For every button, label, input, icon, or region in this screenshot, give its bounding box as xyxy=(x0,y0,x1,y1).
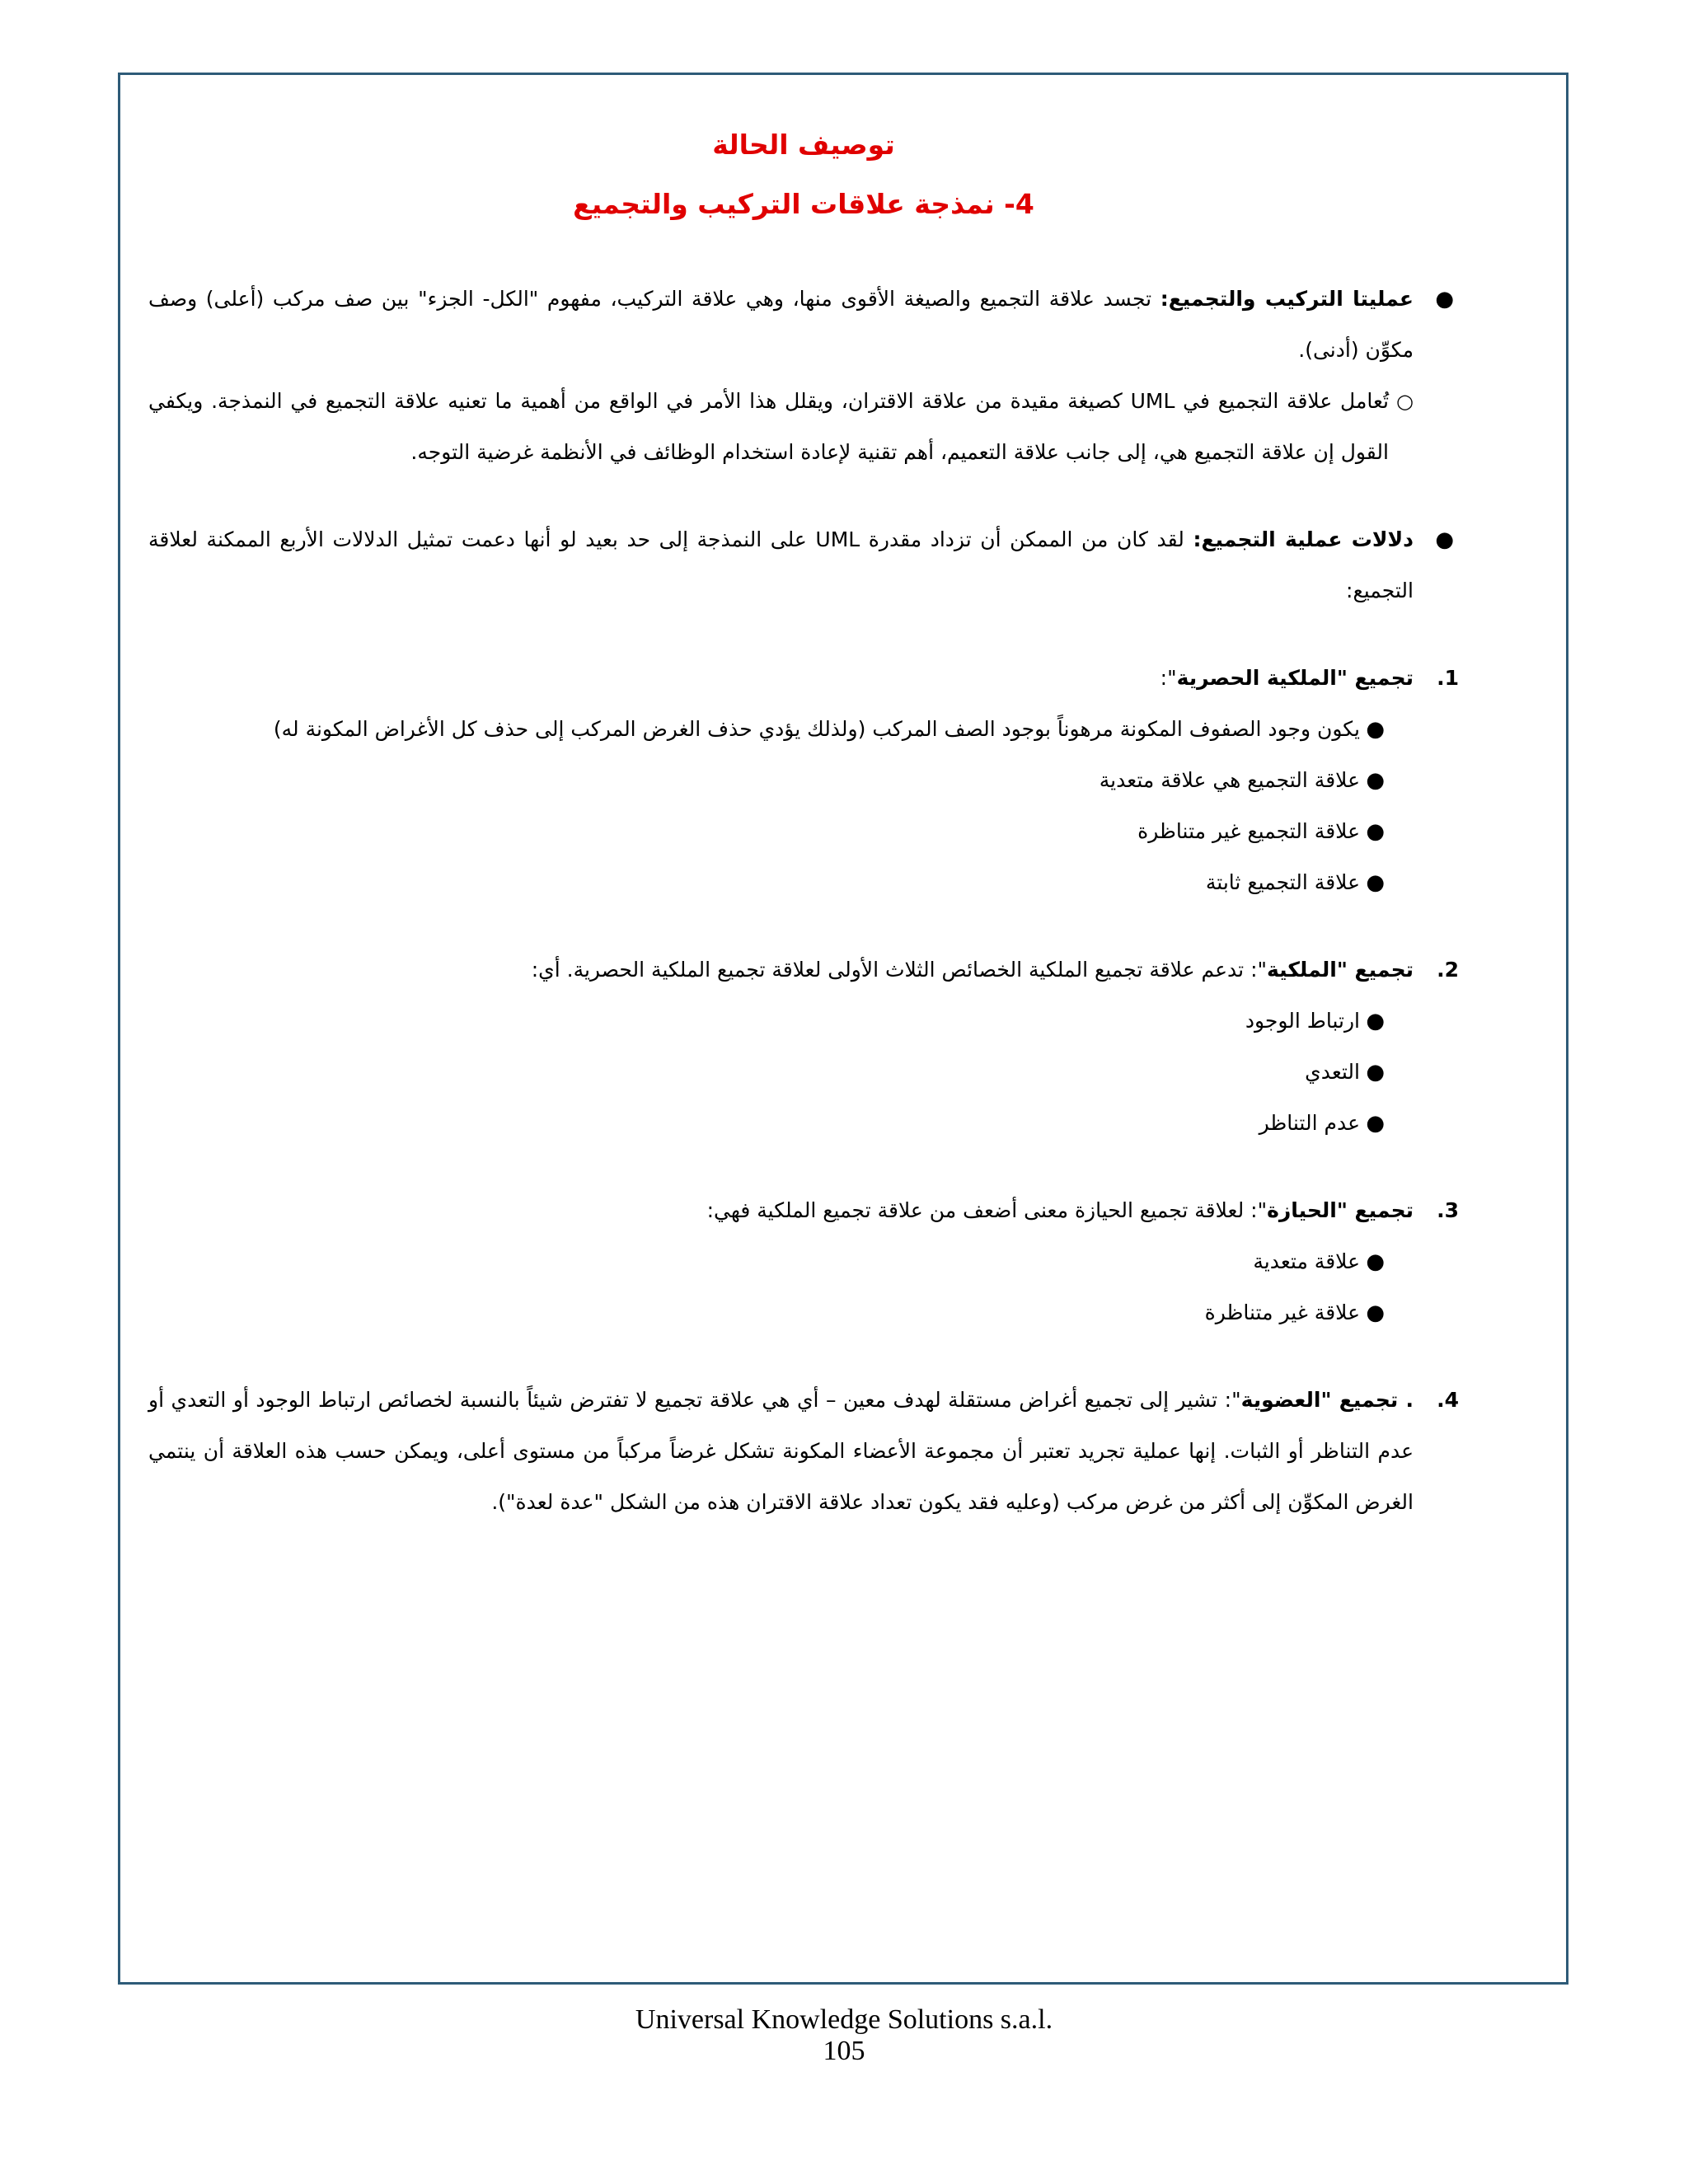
item-label xyxy=(1267,958,1414,982)
sub-paragraph-text: تُعامل علاقة التجميع في UML كصيغة مقيدة من علاقة الاقتران، ويقلل هذا الأمر في الواقع من أهمية ما تعنيه علاقة التجميع في النمذجة. ويكفي القول إن علاقة التجميع هي، إلى جانب علاقة التعميم، أهم تقنية لإعادة استخدام الوظائف في الأنظمة غرضية التوجه. xyxy=(148,389,1389,464)
list-item xyxy=(148,755,1459,806)
bullet-icon: ● xyxy=(1366,1060,1385,1085)
list-item xyxy=(148,704,1459,755)
bullet-icon: ● xyxy=(1366,717,1385,742)
footer-company: Universal Knowledge Solutions s.a.l. xyxy=(635,2004,1053,2035)
item-label-bold: الملكية xyxy=(1266,958,1337,982)
list-item-text: التعدي xyxy=(1305,1060,1360,1084)
bullet-composition-aggregation xyxy=(148,274,1459,376)
list-item xyxy=(148,1236,1459,1287)
item-label xyxy=(1241,1388,1414,1412)
bullet-icon: ● xyxy=(1366,768,1385,793)
bullet-aggregation-semantics xyxy=(148,514,1459,616)
item-label-suffix: ": xyxy=(1250,1198,1268,1222)
aggregation-type-item xyxy=(148,1185,1459,1236)
list-item-text: عدم التناظر xyxy=(1259,1111,1360,1135)
sub-bullet-uml-aggregation xyxy=(148,376,1459,478)
aggregation-types-list xyxy=(148,616,1459,1528)
aggregation-type-item xyxy=(148,944,1459,996)
paragraph-text: تجسد علاقة التجميع والصيغة الأقوى منها، وهي علاقة التركيب، مفهوم "الكل- الجزء" بين صف مركب (أعلى) وصف مكوِّن (أدنى). xyxy=(148,287,1414,362)
item-label-suffix: ": xyxy=(1224,1388,1241,1412)
bullet-icon: ● xyxy=(1366,1111,1385,1136)
item-label-bold: العضوية xyxy=(1240,1388,1321,1412)
bold-label: دلالات عملية التجميع: xyxy=(1193,527,1414,551)
list-item-text: علاقة التجميع غير متناظرة xyxy=(1137,819,1360,843)
paragraph-text: لقد كان من الممكن أن تزداد مقدرة UML على النمذجة إلى حد بعيد لو أنها دعمت تمثيل الدلالات الأربع الممكنة لعلاقة التجميع: xyxy=(148,527,1414,602)
page-number: 105 xyxy=(823,2036,865,2066)
item-label-prefix: تجميع " xyxy=(1336,1198,1414,1222)
bullet-icon: ● xyxy=(1366,819,1385,844)
case-title: توصيف الحالة xyxy=(712,129,895,161)
list-item-text: ارتباط الوجود xyxy=(1245,1009,1360,1033)
list-item-text: يكون وجود الصفوف المكونة مرهوناً بوجود الصف المركب (ولذلك يؤدي حذف الغرض المركب إلى حذف كل الأغراض المكونة له) xyxy=(273,717,1360,741)
bullet-icon: ● xyxy=(1366,1301,1385,1325)
aggregation-type-item xyxy=(148,653,1459,704)
item-label-prefix: تجميع " xyxy=(1336,958,1414,982)
circle-bullet-icon: ○ xyxy=(1396,390,1414,413)
list-item xyxy=(148,806,1459,857)
aggregation-type-item xyxy=(148,1375,1459,1528)
list-item xyxy=(148,857,1459,908)
bullet-icon: ● xyxy=(1435,527,1454,552)
item-number: 4. xyxy=(1437,1388,1459,1412)
list-item xyxy=(148,1098,1459,1149)
item-number: 2. xyxy=(1437,958,1459,982)
item-label-bold: الملكية الحصرية xyxy=(1176,666,1337,690)
item-label xyxy=(1267,1198,1414,1222)
list-item-text: علاقة التجميع ثابتة xyxy=(1205,870,1360,894)
section-title: 4- نمذجة علاقات التركيب والتجميع xyxy=(573,188,1034,220)
item-label-prefix: . تجميع " xyxy=(1320,1388,1414,1412)
item-number: 3. xyxy=(1437,1198,1459,1222)
item-number: 1. xyxy=(1437,666,1459,690)
item-text: لعلاقة تجميع الحيازة معنى أضعف من علاقة تجميع الملكية فهي: xyxy=(706,1198,1251,1222)
item-text: تدعم علاقة تجميع الملكية الخصائص الثلاث الأولى لعلاقة تجميع الملكية الحصرية. أي: xyxy=(531,958,1251,982)
bold-label: عمليتا التركيب والتجميع: xyxy=(1160,287,1414,311)
page-footer xyxy=(0,2004,1688,2067)
item-label-bold: الحيازة xyxy=(1267,1198,1337,1222)
list-item-text: علاقة التجميع هي علاقة متعدية xyxy=(1099,768,1360,792)
item-text: تشير إلى تجميع أغراض مستقلة لهدف معين – أي هي علاقة تجميع لا تفترض شيئاً بالنسبة لخصائص ارتباط الوجود أو التعدي أو عدم التناظر أو الثبات. إنها عملية تجريد تعتبر أن مجموعة الأعضاء المكونة تشكل غرضاً مركباً من مستوى أعلى، ويمكن حسب هذه العلاقة أن ينتمي الغرض المكوِّن إلى أكثر من غرض مركب (وعليه فقد يكون تعداد علاقة الاقتران هذه من الشكل "عدة لعدة"). xyxy=(148,1388,1414,1514)
bullet-icon: ● xyxy=(1366,1249,1385,1274)
item-label-prefix: تجميع " xyxy=(1336,666,1414,690)
list-item xyxy=(148,1287,1459,1338)
page-content xyxy=(148,115,1459,1528)
list-item-text: علاقة متعدية xyxy=(1253,1249,1360,1273)
bullet-icon: ● xyxy=(1435,287,1454,312)
bullet-icon: ● xyxy=(1366,870,1385,895)
bullet-icon: ● xyxy=(1366,1009,1385,1033)
list-item xyxy=(148,996,1459,1047)
item-label xyxy=(1177,666,1414,690)
item-label-suffix: ": xyxy=(1160,666,1177,690)
list-item xyxy=(148,1047,1459,1098)
item-label-suffix: ": xyxy=(1250,958,1267,982)
list-item-text: علاقة غير متناظرة xyxy=(1204,1301,1360,1324)
